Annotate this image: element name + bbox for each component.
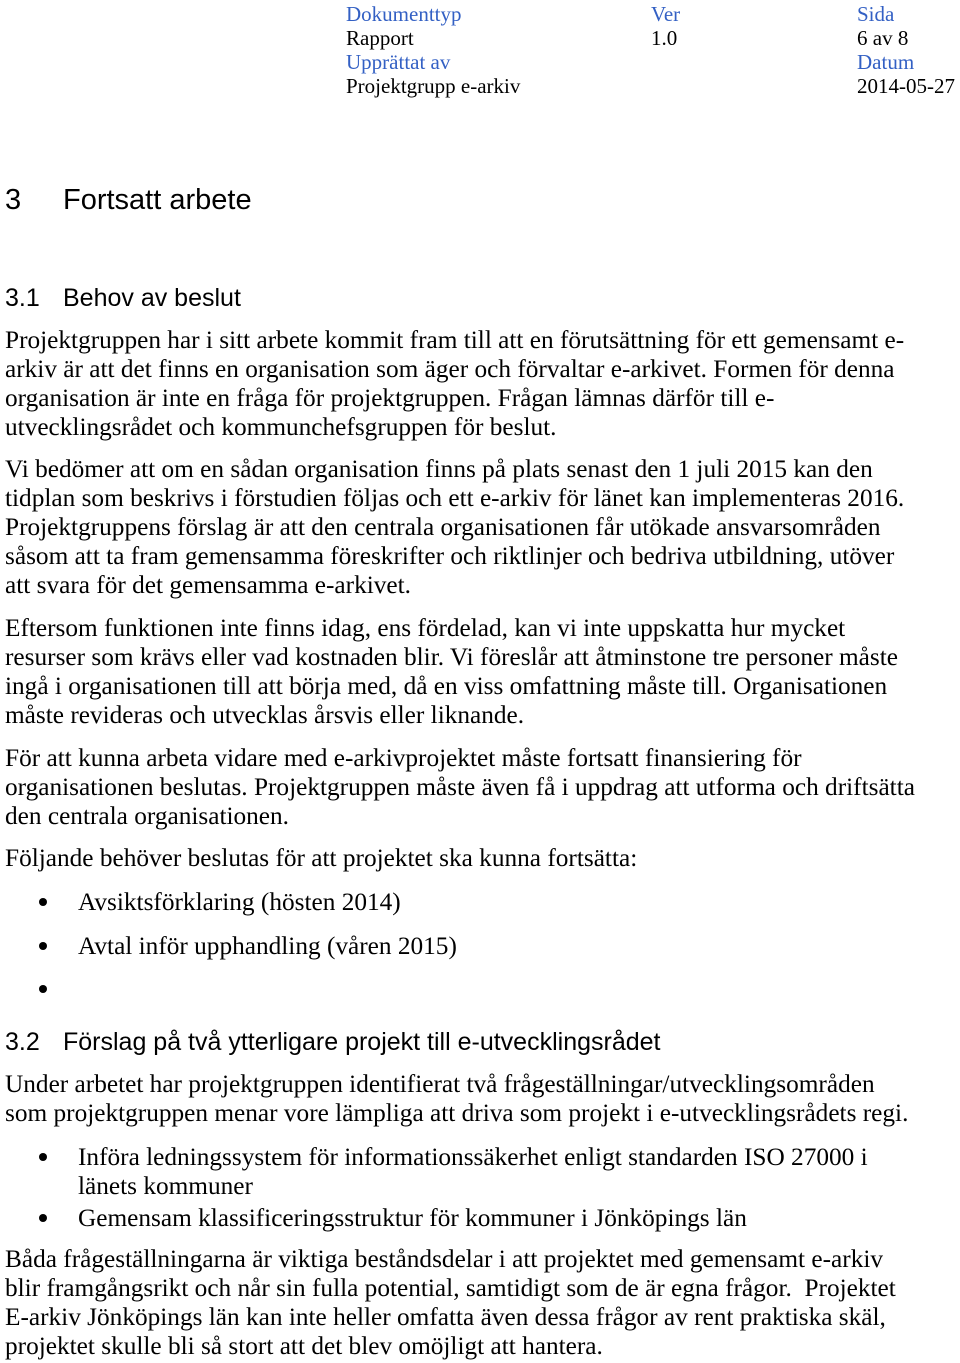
list-item-text: Avtal inför upphandling (våren 2015) [78, 932, 457, 960]
page-label: Sida [857, 2, 895, 26]
section-title: Fortsatt arbete [63, 184, 252, 216]
document-header [346, 2, 958, 98]
paragraph-line: Följande behöver beslutas för att projektet ska kunna fortsätta: [5, 844, 638, 872]
bullet-icon [39, 942, 47, 950]
paragraph-line: organisationen beslutas. Projektgruppen måste även få i uppdrag att utforma och driftsätta [5, 773, 915, 801]
paragraph-scope [5, 1245, 955, 1361]
paragraph-identified-areas [5, 1070, 955, 1128]
list-item [0, 932, 960, 961]
paragraph-line: som projektgruppen menar vore lämpliga att driva som projekt i e-utvecklingsrådets regi. [5, 1099, 909, 1127]
subsection-title: Förslag på två ytterligare projekt till e-utvecklingsrådet [63, 1028, 661, 1056]
project-list [0, 1143, 960, 1233]
paragraph-line: att svara för det gemensamma e-arkivet. [5, 571, 411, 599]
list-item [0, 1204, 960, 1233]
subsection-heading-3-1 [0, 283, 960, 313]
paragraph-line: Projektgruppens förslag är att den centrala organisationen får utökade ansvarsområden [5, 513, 881, 541]
bullet-icon [39, 1214, 47, 1222]
paragraph-organisation-need [5, 326, 955, 442]
subsection-heading-3-2 [0, 1027, 960, 1057]
paragraph-line: organisation är inte en fråga för projektgruppen. Frågan lämnas därför till e- [5, 384, 775, 412]
paragraph-line: resurser som krävs eller vad kostnaden blir. Vi föreslår att åtminstone tre personer måste [5, 643, 898, 671]
paragraph-timeline [5, 455, 955, 600]
paragraph-line: arkiv är att det finns en organisation som äger och förvaltar e-arkivet. Formen för denna [5, 355, 895, 383]
paragraph-line: Projektgruppen har i sitt arbete kommit fram till att en förutsättning för ett gemensamt e- [5, 326, 905, 354]
doc-type-value: Rapport [346, 26, 414, 50]
author-label: Upprättat av [346, 50, 451, 74]
paragraph-line: Under arbetet har projektgruppen identifierat två frågeställningar/utvecklingsområden [5, 1070, 875, 1098]
paragraph-line: den centrala organisationen. [5, 802, 290, 830]
paragraph-line: Vi bedömer att om en sådan organisation finns på plats senast den 1 juli 2015 kan den [5, 455, 873, 483]
decision-list [0, 888, 960, 1004]
paragraph-line: såsom att ta fram gemensamma föreskrifter och riktlinjer och bedriva utbildning, utöver [5, 542, 895, 570]
subsection-number: 3.2 [5, 1028, 40, 1056]
paragraph-line: För att kunna arbeta vidare med e-arkivprojektet måste fortsatt finansiering för [5, 744, 802, 772]
page-number: 6 av 8 [857, 26, 909, 50]
paragraph-line: ingå i organisationen till att börja med, då en viss omfattning måste till. Organisationen [5, 672, 888, 700]
paragraph-line: Båda frågeställningarna är viktiga beståndsdelar i att projektet med gemensamt e-arkiv [5, 1245, 884, 1273]
empty-bullet-item [0, 975, 960, 1004]
date-value: 2014-05-27 [857, 74, 955, 98]
list-item [0, 888, 960, 917]
section-heading-3 [0, 183, 960, 217]
paragraph-line: E-arkiv Jönköpings län kan inte heller omfatta även dessa frågor av rent praktiska skäl, [5, 1303, 886, 1331]
date-label: Datum [857, 50, 915, 74]
bullet-icon [39, 898, 47, 906]
doc-type-label: Dokumenttyp [346, 2, 462, 26]
paragraph-line: måste revideras och utvecklas årsvis eller liknande. [5, 701, 525, 729]
paragraph-decisions-intro [5, 844, 955, 873]
subsection-title: Behov av beslut [63, 284, 241, 312]
bullet-icon [39, 985, 47, 993]
paragraph-line: projektet skulle bli så stort att det blev omöjligt att hantera. [5, 1332, 603, 1360]
bullet-icon [39, 1153, 47, 1161]
paragraph-financing [5, 744, 955, 831]
list-item-text: Avsiktsförklaring (hösten 2014) [78, 888, 401, 916]
section-number: 3 [5, 184, 22, 216]
list-item-text: Införa ledningssystem för informationssäkerhet enligt standarden ISO 27000 i [78, 1143, 868, 1171]
paragraph-line: tidplan som beskrivs i förstudien följas och ett e-arkiv för länet kan implementeras 2016. [5, 484, 905, 512]
list-item [0, 1143, 960, 1201]
subsection-number: 3.1 [5, 284, 40, 312]
list-item-text: Gemensam klassificeringsstruktur för kommuner i Jönköpings län [78, 1204, 747, 1232]
author-value: Projektgrupp e-arkiv [346, 74, 521, 98]
list-item-text: länets kommuner [78, 1172, 253, 1200]
version-label: Ver [651, 2, 681, 26]
paragraph-line: blir framgångsrikt och når sin fulla potential, samtidigt som de är egna frågor. Projektet [5, 1274, 896, 1302]
paragraph-line: Eftersom funktionen inte finns idag, ens fördelad, kan vi inte uppskatta hur mycket [5, 614, 846, 642]
version-value: 1.0 [651, 26, 678, 50]
paragraph-line: utvecklingsrådet och kommunchefsgruppen för beslut. [5, 413, 557, 441]
paragraph-resources [5, 614, 955, 730]
